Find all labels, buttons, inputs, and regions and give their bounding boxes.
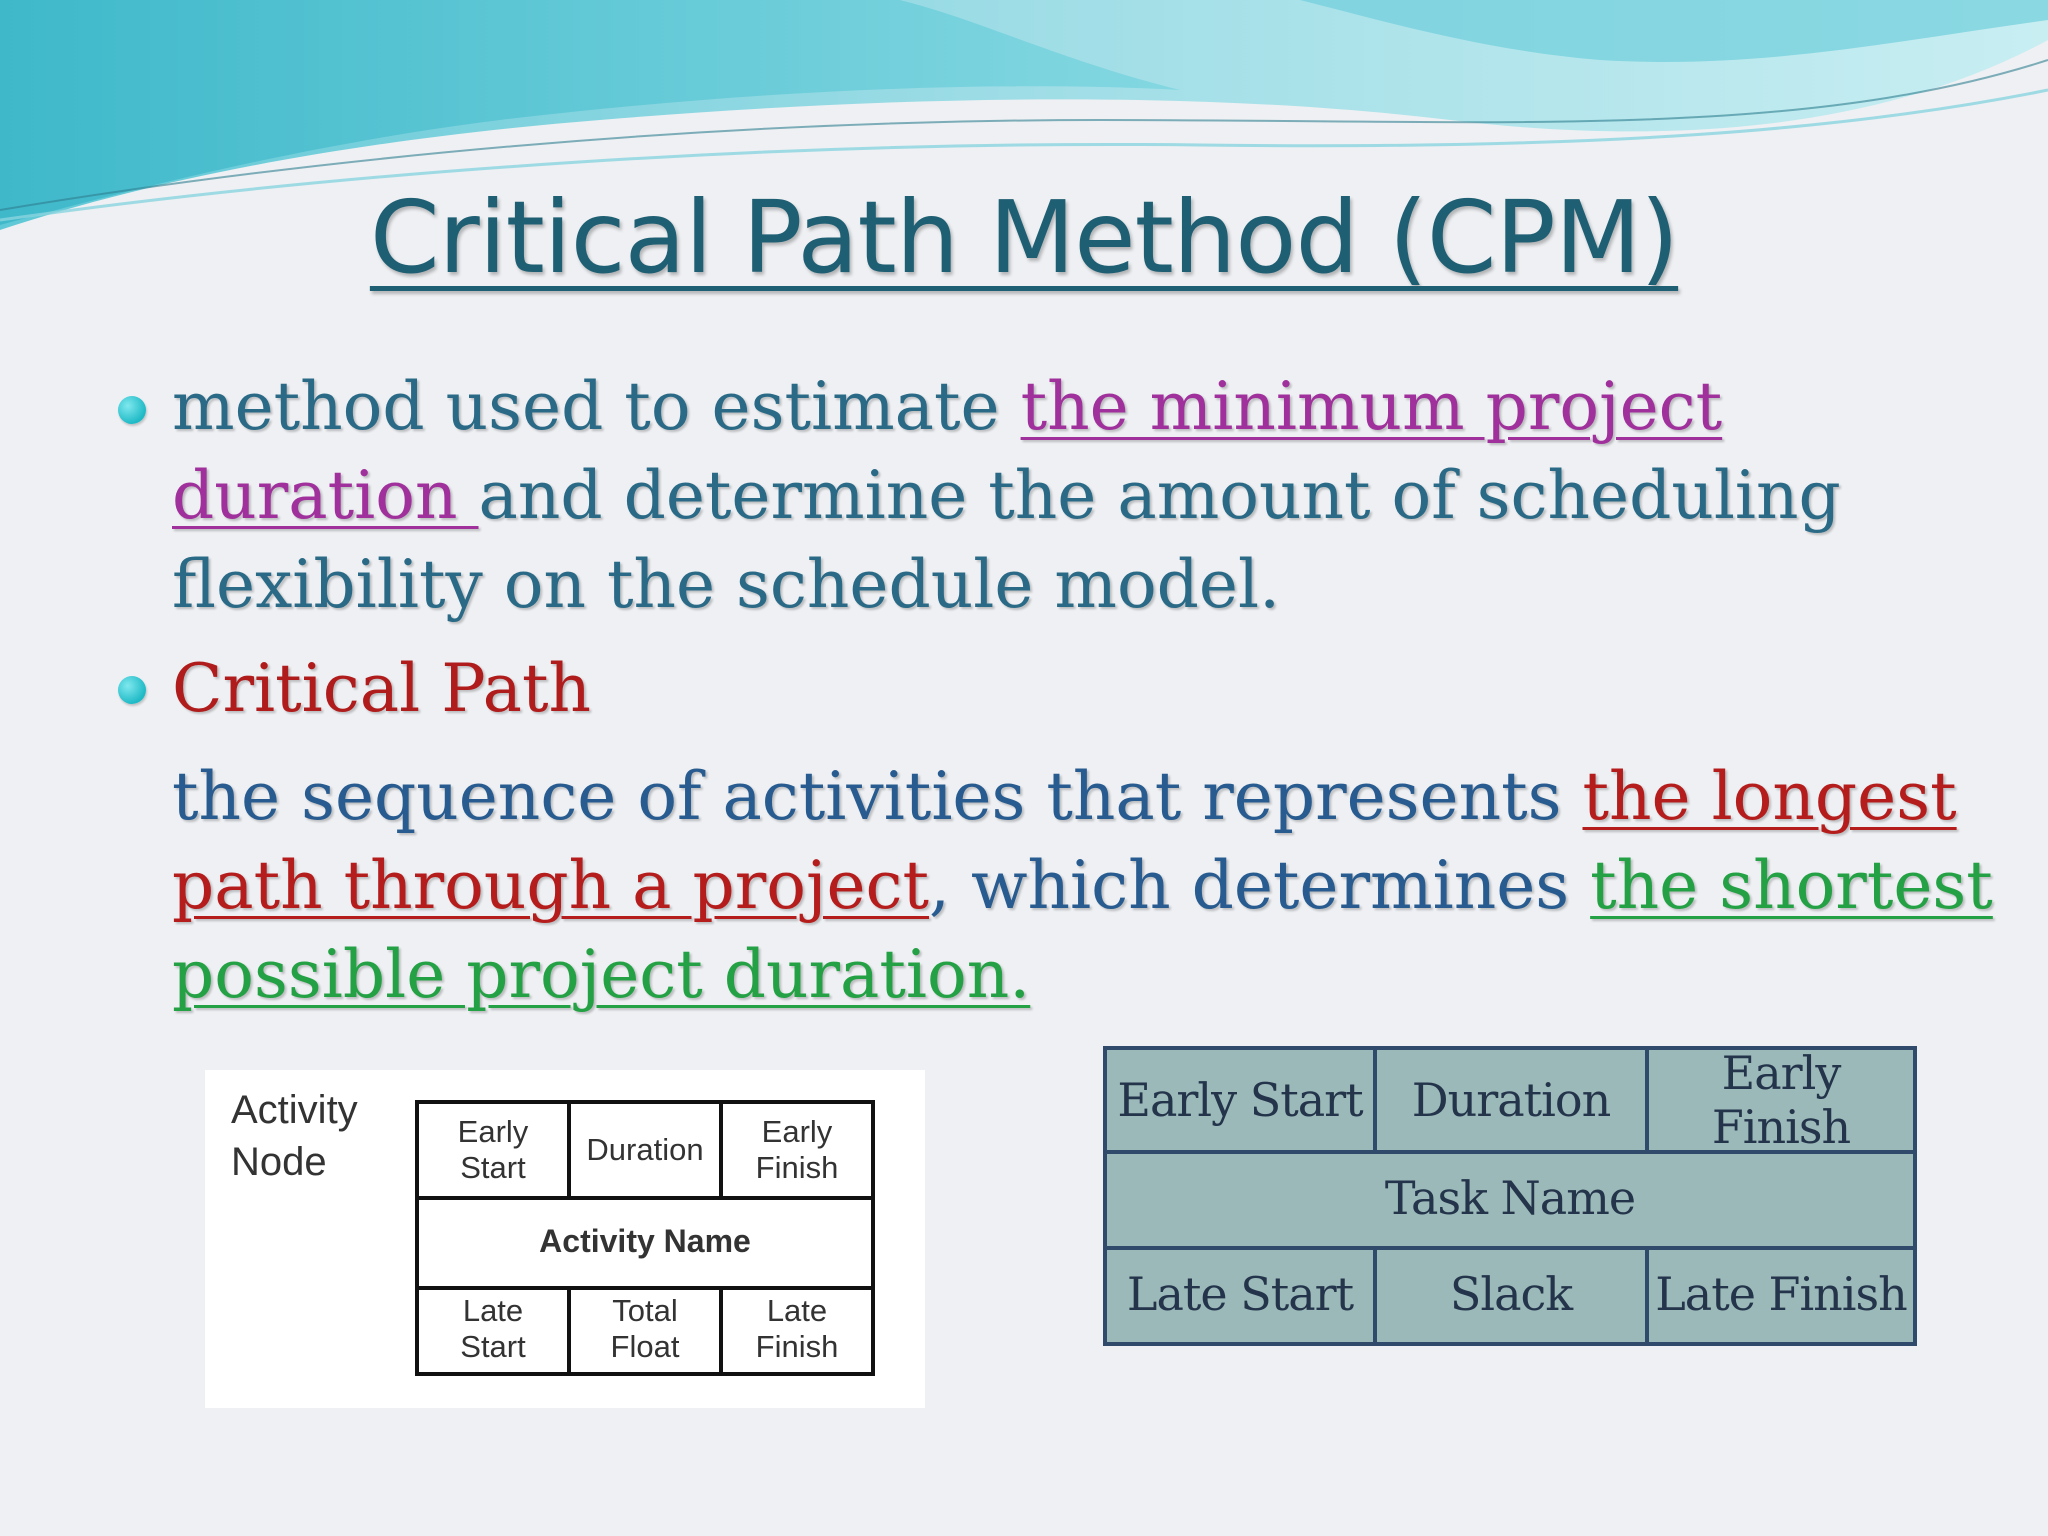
desc-text-continued: , which determines xyxy=(929,847,1591,924)
bullet-text: method used to estimate xyxy=(172,368,1021,445)
bullet-method-definition xyxy=(172,362,2012,629)
highlight-longest-path: the longest path through a project xyxy=(172,758,1957,924)
activity-node-grid xyxy=(415,1100,875,1376)
task-cell-duration: Duration xyxy=(1373,1050,1645,1150)
bullet-dot-icon xyxy=(118,676,146,704)
desc-text: the sequence of activities that represents xyxy=(172,758,1583,835)
task-cell-early-finish: Early Finish xyxy=(1645,1050,1913,1150)
task-cell-slack: Slack xyxy=(1373,1246,1645,1342)
task-cell-early-start: Early Start xyxy=(1117,1073,1363,1127)
node-bottom-row xyxy=(419,1286,871,1372)
task-cell-task-name: Task Name xyxy=(1384,1171,1636,1225)
task-top-row xyxy=(1107,1046,1913,1154)
node-cell-early-start: Early Start xyxy=(457,1114,529,1185)
bullet-critical-path-heading: Critical Path xyxy=(172,650,592,727)
task-cell-late-finish: Late Finish xyxy=(1645,1246,1913,1342)
task-cell-late-start: Late Start xyxy=(1126,1267,1354,1321)
node-cell-early-finish: Early Finish xyxy=(719,1104,871,1196)
node-cell-late-finish: Late Finish xyxy=(719,1286,871,1372)
slide-title: Critical Path Method (CPM) xyxy=(369,179,1679,296)
bullet-dot-icon xyxy=(118,396,146,424)
highlight-minimum-duration: the minimum project duration xyxy=(172,368,1723,534)
node-top-row xyxy=(419,1104,871,1200)
task-bottom-row xyxy=(1107,1246,1913,1342)
task-node-table xyxy=(1103,1046,1917,1346)
node-cell-duration: Duration xyxy=(567,1104,719,1196)
node-middle-row xyxy=(419,1196,871,1290)
node-cell-activity-name: Activity Name xyxy=(539,1223,751,1259)
bullet-text-continued: and determine the amount of scheduling flexibility on the schedule model. xyxy=(172,457,1841,623)
node-cell-late-start: Late Start xyxy=(460,1293,526,1364)
highlight-shortest-duration: the shortest possible project duration. xyxy=(172,847,1993,1013)
node-cell-total-float: Total Float xyxy=(567,1286,719,1372)
task-middle-row xyxy=(1107,1150,1913,1250)
critical-path-description xyxy=(172,752,2012,1019)
activity-node-diagram xyxy=(205,1070,925,1408)
activity-node-label: Activity Node xyxy=(231,1088,358,1184)
